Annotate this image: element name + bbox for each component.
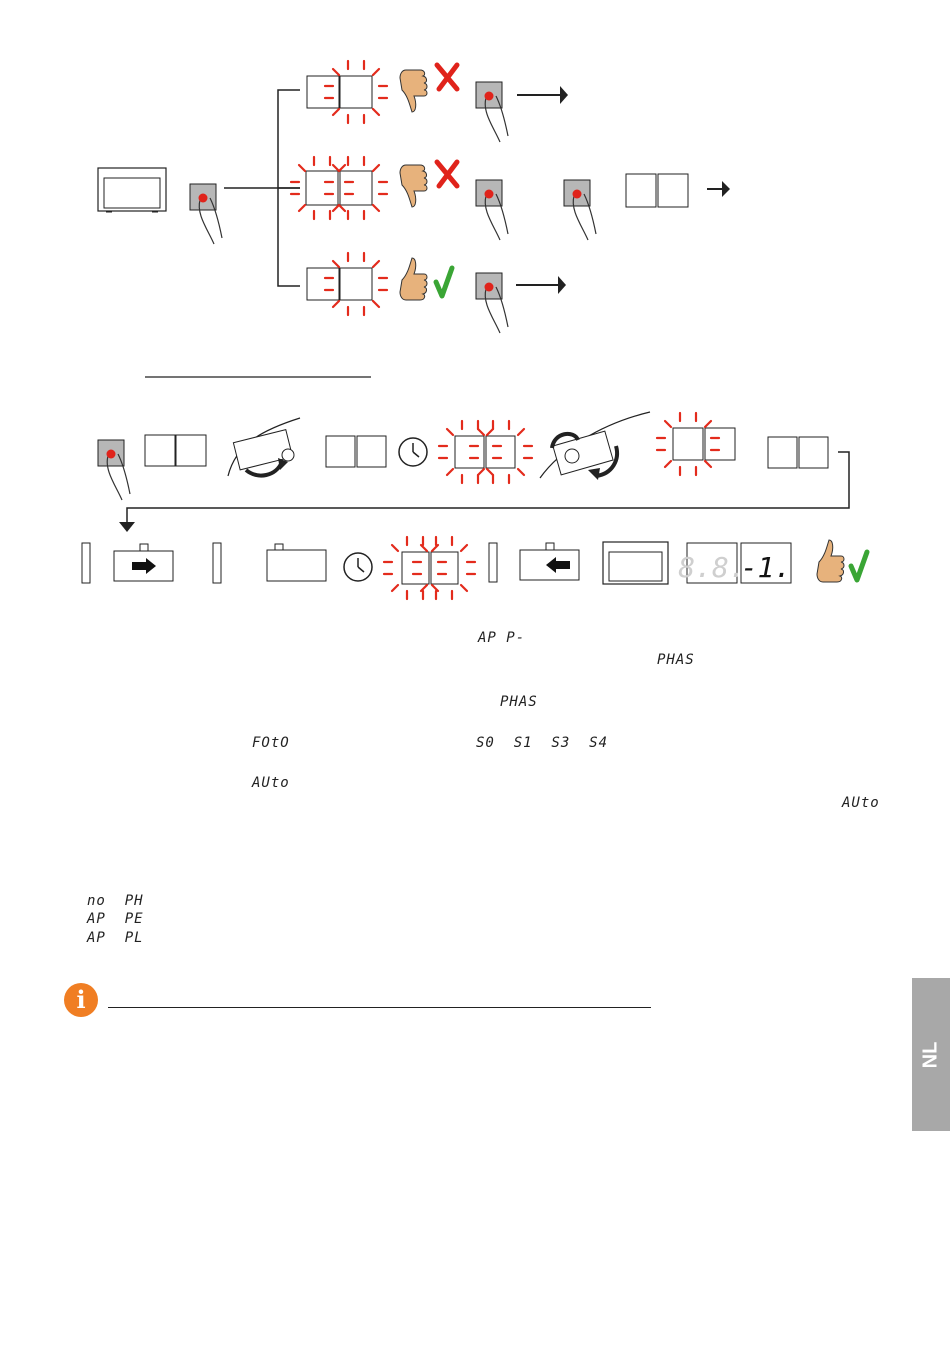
display-both-blinking bbox=[291, 157, 387, 219]
gate-closed-icon bbox=[603, 542, 668, 584]
clock-icon bbox=[344, 553, 372, 581]
button-press-icon bbox=[476, 273, 508, 333]
display-list-item: AP PL bbox=[87, 930, 144, 946]
cross-icon bbox=[437, 162, 457, 186]
info-icon: i bbox=[64, 983, 98, 1017]
display-text-phas: PHAS bbox=[657, 652, 695, 668]
gate-opening-icon bbox=[114, 544, 173, 581]
arrow-right-icon bbox=[516, 276, 566, 294]
button-press-icon bbox=[564, 180, 596, 240]
display-both-blinking bbox=[384, 537, 475, 599]
start-button-icon bbox=[190, 184, 222, 244]
button-press-icon bbox=[98, 440, 130, 500]
display-text-inputs: S0 S1 S3 S4 bbox=[476, 735, 609, 751]
check-icon bbox=[436, 268, 452, 296]
display-text-phas: PHAS bbox=[500, 694, 538, 710]
info-divider bbox=[108, 1007, 651, 1008]
gate-open-icon bbox=[267, 544, 326, 581]
display-text-auto: AUto bbox=[252, 775, 290, 791]
cross-icon bbox=[437, 65, 457, 89]
segment-left-digits: 8.8. bbox=[678, 551, 746, 584]
gate-post-icon bbox=[489, 543, 497, 582]
display-text-app: AP P- bbox=[478, 630, 526, 646]
language-tab-label: NL bbox=[919, 1041, 942, 1068]
display-both-blinking bbox=[439, 421, 532, 483]
arrow-right-icon bbox=[517, 86, 568, 104]
gate-post-icon bbox=[82, 543, 90, 583]
clock-icon bbox=[399, 438, 427, 466]
gate-closed-icon bbox=[98, 168, 166, 212]
display-list-item: no PH bbox=[87, 893, 144, 909]
thumbs-down-icon bbox=[400, 70, 427, 112]
gate-post-icon bbox=[213, 543, 221, 583]
display-text-foto: FOtO bbox=[252, 735, 290, 751]
display-off bbox=[768, 437, 828, 468]
motor-lock-icon bbox=[540, 412, 650, 480]
segment-right-digits: -1. bbox=[740, 551, 792, 584]
seven-segment-display bbox=[678, 543, 791, 584]
display-list-item: AP PE bbox=[87, 911, 144, 927]
thumbs-up-icon bbox=[400, 258, 427, 300]
display-off bbox=[145, 435, 206, 466]
motor-release-icon bbox=[228, 418, 300, 476]
display-text-auto: AUto bbox=[842, 795, 880, 811]
display-off bbox=[626, 174, 688, 207]
gate-closing-icon bbox=[520, 543, 579, 580]
thumbs-down-icon bbox=[400, 165, 427, 207]
display-off bbox=[326, 436, 386, 467]
display-right-blinking bbox=[307, 61, 387, 123]
display-left-blinking bbox=[657, 413, 735, 475]
display-right-blinking bbox=[307, 253, 387, 315]
button-press-icon bbox=[476, 180, 508, 240]
button-press-icon bbox=[476, 82, 508, 142]
check-icon bbox=[851, 552, 867, 580]
thumbs-up-icon bbox=[817, 540, 844, 582]
language-tab bbox=[912, 978, 950, 1131]
arrow-right-icon bbox=[707, 181, 730, 197]
